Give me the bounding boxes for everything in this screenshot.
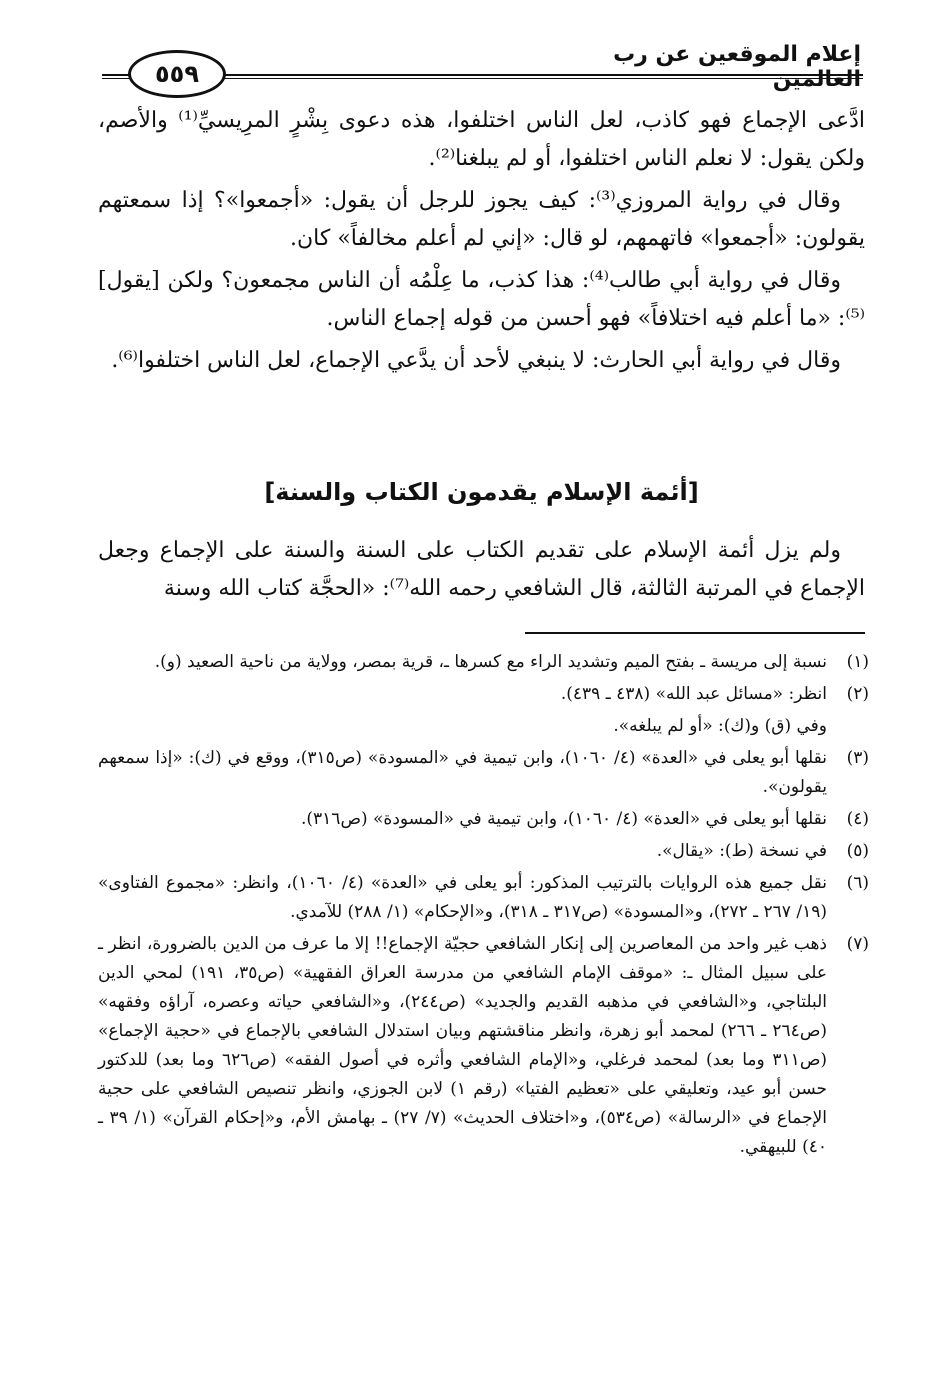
footnote-text: وفي (ق) و(ك): «أو لم يبلغه». — [613, 716, 827, 736]
footnote — [98, 744, 869, 802]
paragraph-4: وقال في رواية أبي الحارث: لا ينبغي لأحد أن يدَّعي الإجماع، لعل الناس اختلفوا⁽⁶⁾. — [111, 348, 841, 373]
paragraph-5: ولم يزل أئمة الإسلام على تقديم الكتاب على السنة والسنة على الإجماع وجعل الإجماع في المرتبة الثالثة، قال الشافعي رحمه الله⁽⁷⁾: «الحجَّة كتاب الله وسنة — [98, 538, 865, 601]
paragraph-1: ادَّعى الإجماع فهو كاذب، لعل الناس اختلفوا، هذه دعوى بِشْرٍ المرِيسيِّ⁽¹⁾ والأصم، ولكن يقول: لا نعلم الناس اختلفوا، أو لم يبلغنا⁽²⁾. — [98, 108, 865, 171]
main-text-continued — [98, 532, 865, 608]
footnote-number: (٤) — [846, 809, 869, 829]
footnote-text: نقل جميع هذه الروايات بالترتيب المذكور: أبو يعلى في «العدة» (٤/ ١٠٦٠)، وانظر: «مجموع الفتاوى» (١٩/ ٢٦٧ ـ ٢٧٢)، و«المسودة» (ص٣١٧ ـ ٣١٨)، و«الإحكام» (١/ ٢٨٨) للآمدي. — [98, 873, 827, 922]
footnote — [98, 648, 869, 677]
footnotes — [98, 648, 869, 1165]
footnote — [98, 837, 869, 866]
footnote-number: (٥) — [846, 841, 869, 861]
paragraph-3: وقال في رواية أبي طالب⁽⁴⁾: هذا كذب، ما عِلْمُه أن الناس مجمعون؟ ولكن [يقول]⁽⁵⁾: «ما أعلم فيه اختلافاً» فهو أحسن من قوله إجماع الناس. — [98, 268, 865, 331]
footnote-number: (٣) — [846, 748, 869, 768]
footnote-number: (٦) — [846, 873, 869, 893]
running-title: إعلام الموقعين عن رب العالمين — [613, 42, 861, 92]
footnote — [98, 680, 869, 709]
footnote-text: ذهب غير واحد من المعاصرين إلى إنكار الشافعي حجيّة الإجماع!! إلا ما عرف من الدين بالضرورة، انظر ـ على سبيل المثال ـ: «موقف الإمام الشافعي من مدرسة العراق الفقهية» (ص٣٥، ١٩١) لمحي الدين البلتاجي، و«الشافعي في مذهبه القديم والجديد» (ص٢٤٤)، و«الشافعي حياته وعصره، آراؤه وفقهه» (ص٢٦٤ ـ ٢٦٦) لمحمد أبو زهرة، وانظر مناقشتهم وبيان استدلال الشافعي بالإجماع في «حجية الإجماع» (ص٣١١ وما بعد) لمحمد فرغلي، و«الإمام الشافعي وأثره في أصول الفقه» (ص٦٢٦ وما بعد) للدكتور حسن أبو عيد، وتعليقي على «تعظيم الفتيا» (رقم ١) لابن الجوزي، وانظر تنصيص الشافعي على حجية الإجماع في «الرسالة» (ص٥٣٤)، و«اختلاف الحديث» (٧/ ٢٧) ـ بهامش الأم، و«إحكام القرآن» (١/ ٣٩ ـ ٤٠) للبيهقي. — [98, 934, 828, 1157]
footnote-number: (٧) — [846, 934, 869, 954]
footnote-text: نقلها أبو يعلى في «العدة» (٤/ ١٠٦٠)، وابن تيمية في «المسودة» (ص٣١٦). — [300, 809, 827, 829]
footnote — [98, 869, 869, 927]
footnote — [98, 930, 869, 1162]
footnote-number: (٢) — [846, 684, 869, 704]
footnote-continuation — [98, 712, 869, 741]
footnote-separator — [525, 632, 865, 634]
footnote-number: (١) — [846, 652, 869, 672]
footnote — [98, 805, 869, 834]
page-number: ٥٥٩ — [128, 50, 226, 98]
footnote-text: نسبة إلى مريسة ـ بفتح الميم وتشديد الراء مع كسرها ـ، قرية بمصر، وولاية من ناحية الصعيد (و). — [154, 652, 827, 672]
paragraph-2: وقال في رواية المروزي⁽³⁾: كيف يجوز للرجل أن يقول: «أجمعوا»؟ إذا سمعتهم يقولون: «أجمعوا» فاتهمهم، لو قال: «إني لم أعلم مخالفاً» كان. — [98, 188, 865, 251]
footnote-text: نقلها أبو يعلى في «العدة» (٤/ ١٠٦٠)، وابن تيمية في «المسودة» (ص٣١٥)، ووقع في (ك): «إذا سمعهم يقولون». — [98, 748, 828, 797]
section-heading: [أئمة الإسلام يقدمون الكتاب والسنة] — [264, 478, 699, 506]
main-text — [98, 102, 865, 384]
footnote-text: انظر: «مسائل عبد الله» (٤٣٨ ـ ٤٣٩). — [560, 684, 827, 704]
footnote-text: في نسخة (ط): «يقال». — [656, 841, 827, 861]
